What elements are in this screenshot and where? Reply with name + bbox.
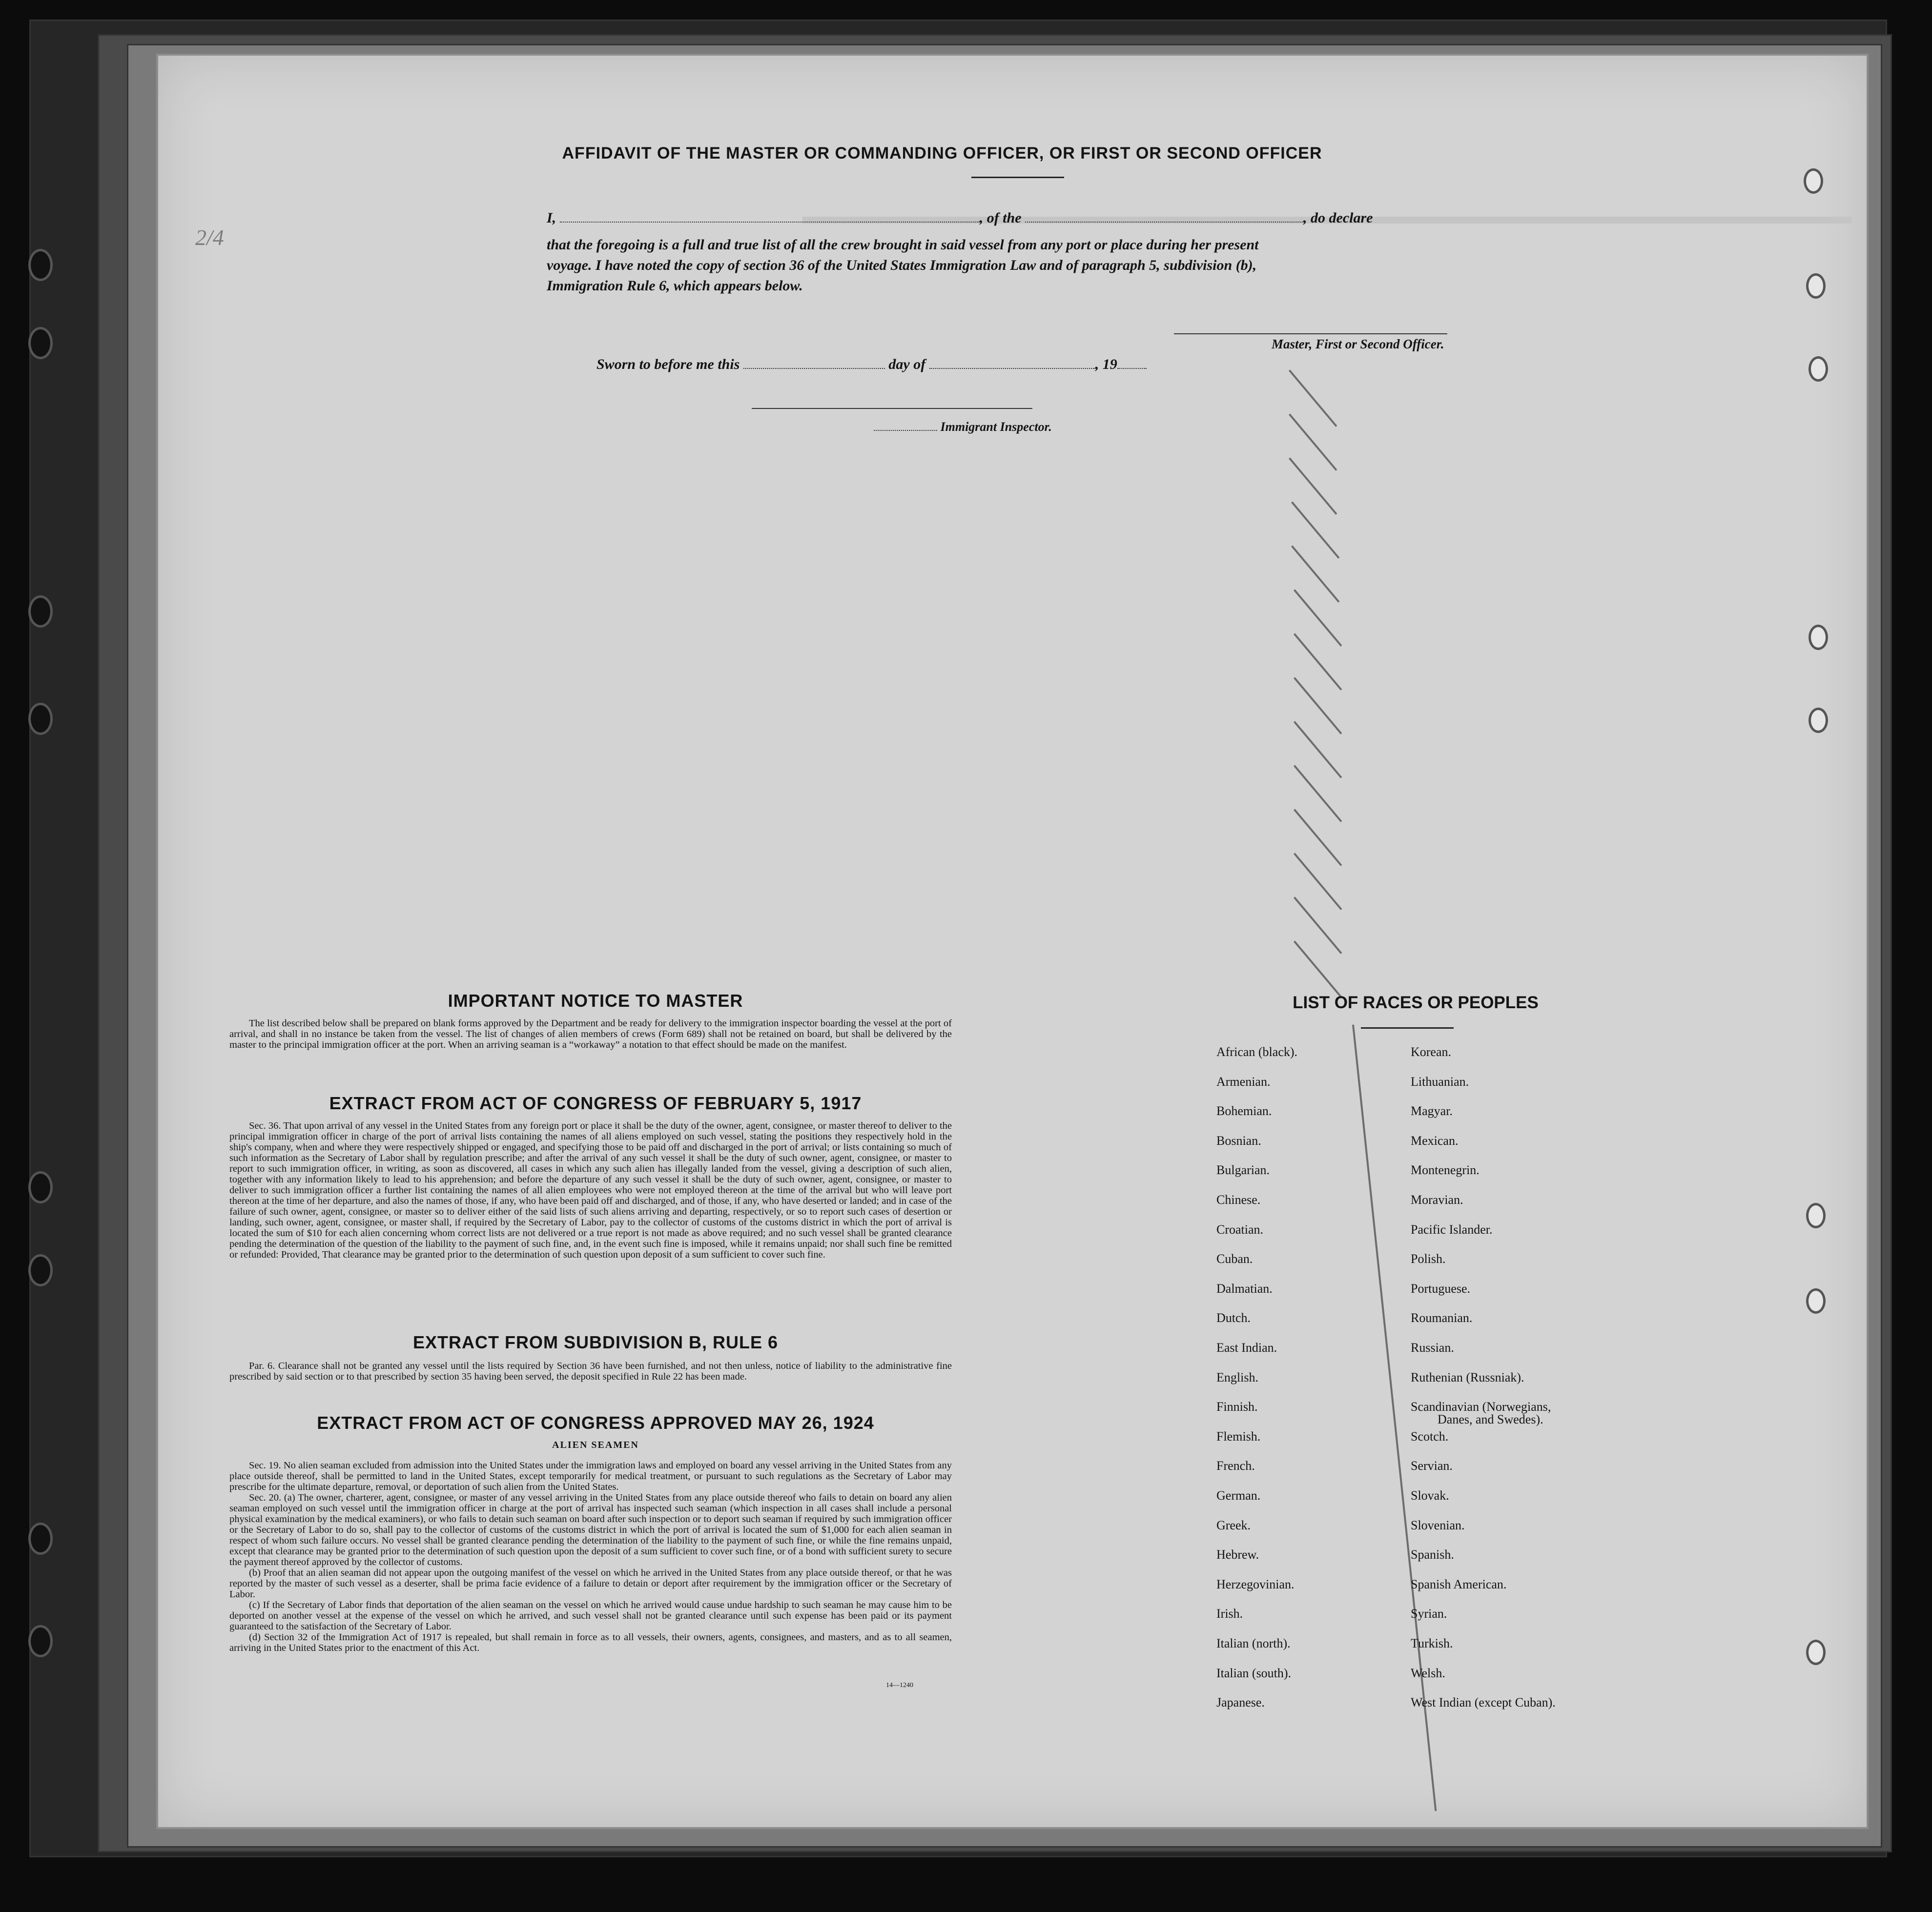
affidavit-line-4: Immigration Rule 6, which appears below. bbox=[547, 278, 803, 294]
notice-title: IMPORTANT NOTICE TO MASTER bbox=[448, 991, 743, 1011]
alien-seamen-subtitle: ALIEN SEAMEN bbox=[552, 1440, 639, 1450]
race-left-14: French. bbox=[1216, 1459, 1255, 1473]
race-right-22: West Indian (except Cuban). bbox=[1411, 1695, 1556, 1710]
sec-20b-paragraph: (b) Proof that an alien seaman did not appear upon the outgoing manifest of the vessel on which he arrived in the United States from any place outside thereof, or that he was reported by the master of such vessel as a deserter, shall be prima facie evidence of a failure to detain or deport after requirement by the immigration officer or the Secretary of Labor. bbox=[229, 1567, 952, 1600]
race-left-1: Armenian. bbox=[1216, 1074, 1271, 1089]
race-right-19: Syrian. bbox=[1411, 1607, 1447, 1621]
punch-hole bbox=[1809, 708, 1828, 733]
race-right-3: Mexican. bbox=[1411, 1133, 1459, 1148]
race-right-12: Scandinavian (Norwegians, bbox=[1411, 1400, 1551, 1414]
margin-note: 2/4 bbox=[195, 225, 224, 250]
inspector-dots bbox=[874, 422, 937, 431]
notice-text bbox=[229, 1018, 952, 1050]
vessel-blank[interactable] bbox=[1025, 210, 1303, 223]
races-title: LIST OF RACES OR PEOPLES bbox=[1293, 993, 1539, 1012]
extract-1924-text bbox=[229, 1460, 952, 1653]
race-right-5: Moravian. bbox=[1411, 1193, 1463, 1207]
race-left-12: Finnish. bbox=[1216, 1400, 1258, 1414]
punch-hole bbox=[1806, 273, 1826, 299]
race-right-13: Scotch. bbox=[1411, 1429, 1449, 1444]
month-blank[interactable] bbox=[929, 356, 1095, 369]
affidavit-of-the: , of the bbox=[979, 210, 1022, 226]
sworn-line bbox=[596, 354, 1280, 375]
race-right-14: Servian. bbox=[1411, 1459, 1453, 1473]
race-left-5: Chinese. bbox=[1216, 1193, 1261, 1207]
race-left-13: Flemish. bbox=[1216, 1429, 1261, 1444]
punch-hole bbox=[1806, 1640, 1826, 1665]
affidavit-line-1 bbox=[547, 207, 1489, 229]
affidavit-line-3: voyage. I have noted the copy of section 36 of the United States Immigration Law and of paragraph 5, subdivision (b), bbox=[547, 257, 1257, 273]
race-left-0: African (black). bbox=[1216, 1045, 1298, 1059]
master-signature-label: Master, First or Second Officer. bbox=[1272, 337, 1444, 351]
race-left-10: East Indian. bbox=[1216, 1341, 1277, 1355]
race-right-10: Russian. bbox=[1411, 1341, 1454, 1355]
sec-20c-paragraph: (c) If the Secretary of Labor finds that deportation of the alien seaman on the vessel on which he arrived would cause undue hardship to such seaman he may cause him to be deported on another vessel at the expense of the vessel on which he arrived, and such vessel shall not be granted clearance until such expense has been paid or its payment guaranteed to the satisfaction of the Secretary of Labor. bbox=[229, 1600, 952, 1632]
binder-hole bbox=[28, 595, 53, 628]
master-signature-line[interactable] bbox=[1174, 333, 1447, 334]
race-left-8: Dalmatian. bbox=[1216, 1281, 1273, 1296]
bleed-through-text bbox=[695, 178, 1867, 199]
extract-1917-text bbox=[229, 1120, 952, 1260]
day-blank[interactable] bbox=[743, 356, 885, 369]
race-right-16: Slovenian. bbox=[1411, 1518, 1465, 1532]
race-right-7: Polish. bbox=[1411, 1252, 1446, 1266]
race-right-0: Korean. bbox=[1411, 1045, 1452, 1059]
binder-hole bbox=[28, 1523, 53, 1555]
race-left-7: Cuban. bbox=[1216, 1252, 1253, 1266]
binder-hole bbox=[28, 249, 53, 281]
punch-hole bbox=[1804, 168, 1823, 194]
affidavit-line-2: that the foregoing is a full and true list of all the crew brought in said vessel from any port or place during her present bbox=[547, 237, 1259, 253]
subdivision-title: EXTRACT FROM SUBDIVISION B, RULE 6 bbox=[412, 1332, 779, 1352]
day-of-label: day of bbox=[888, 356, 926, 372]
affidavit-i: I, bbox=[547, 210, 556, 226]
year-blank[interactable] bbox=[1117, 356, 1147, 369]
sec-20a-paragraph: Sec. 20. (a) The owner, charterer, agent, consignee, or master of any vessel arriving in the United States from any place outside thereof who fails to detain on board any alien seaman employed on such vessel until the immigration officer in charge at the port of arrival has inspected such seaman (which inspection in all cases shall include a personal physical examination by the medical examiners), or who fails to detain such seaman on board after such inspection or to deport such seaman if required by such immigration officer or the Secretary of Labor to do so, shall pay to the collector of customs of the customs district in which the port of arrival is located the sum of $1,000 for each alien seaman in respect of whom such failure occurs. No vessel shall be granted clearance pending the determination of the liability to the payment of such fine, or while the fine remains unpaid, except that clearance may be granted prior to the determination of such question upon the deposit of a sum sufficient to cover such fine, or of a bond with sufficient surety to secure the payment thereof approved by the collector of customs. bbox=[229, 1492, 952, 1567]
notice-paragraph: The list described below shall be prepared on blank forms approved by the Department and be ready for delivery to the immigration inspector boarding the vessel at the port of arrival, and shall in no instance be taken from the vessel. The list of changes of alien members of crews (Form 689) shall not be retained on board, but shall be delivered by the master to the principal immigration officer at the port. When an arriving seaman is a “workaway” a notation to that effect should be made on the manifest. bbox=[229, 1018, 952, 1050]
race-left-4: Bulgarian. bbox=[1216, 1163, 1270, 1178]
punch-hole bbox=[1809, 356, 1828, 382]
race-right-11: Ruthenian (Russniak). bbox=[1411, 1370, 1524, 1384]
sec-19-paragraph: Sec. 19. No alien seaman excluded from admission into the United States under the immigration laws and employed on board any vessel arriving in the United States from any place outside thereof, shall be permitted to land in the United States, except temporarily for medical treatment, or pursuant to such regulations as the Secretary of Labor may prescribe for the ultimate departure, removal, or deportation of such alien from the United States. bbox=[229, 1460, 952, 1492]
race-left-9: Dutch. bbox=[1216, 1311, 1251, 1325]
punch-hole bbox=[1806, 1203, 1826, 1228]
binder-hole bbox=[28, 327, 53, 359]
sec-20d-paragraph: (d) Section 32 of the Immigration Act of 1917 is repealed, but shall remain in force as to all vessels, their owners, agents, consignees, and masters, and as to all seamen, arriving in the United States prior to the enactment of this Act. bbox=[229, 1632, 952, 1653]
form-number: 14—1240 bbox=[886, 1682, 913, 1689]
race-right-17: Spanish. bbox=[1411, 1547, 1454, 1562]
extract-1924-title: EXTRACT FROM ACT OF CONGRESS APPROVED MAY 26, 1924 bbox=[317, 1413, 874, 1433]
race-right-8: Portuguese. bbox=[1411, 1281, 1471, 1296]
binder-hole bbox=[28, 1254, 53, 1286]
race-right-4: Montenegrin. bbox=[1411, 1163, 1480, 1178]
race-right-20: Turkish. bbox=[1411, 1636, 1453, 1650]
affidavit-title: AFFIDAVIT OF THE MASTER OR COMMANDING OFFICER, OR FIRST OR SECOND OFFICER bbox=[562, 144, 1322, 163]
section-36-paragraph: Sec. 36. That upon arrival of any vessel in the United States from any foreign port or place it shall be the duty of the owner, agent, consignee, or master thereof to deliver to the principal immigration officer in charge of the port of arrival lists containing the names of all aliens employed on such vessel, stating the positions they respectively hold in the ship's company, when and where they were respectively shipped or engaged, and specifying those to be paid off and discharged in the port of arrival; or lists containing so much of such information as the Secretary of Labor shall by regulation prescribe; and after the arrival of any such vessel it shall be the duty of such owner, agent, consignee, or master to report to such immigration officer, in writing, as soon as discovered, all cases in which any such alien has illegally landed from the vessel, giving a description of such alien, together with any information likely to lead to his apprehension; and before the departure of any such vessel it shall be the duty of such owner, agent, consignee, or master to deliver to such immigration officer a further list containing the names of all alien employees who were not employed thereon at the time of the arrival but who will leave port thereon at the time of her departure, and also the names of those, if any, who have been paid off and discharged, and of those, if any, who have deserted or landed; and in case of the failure of such owner, agent, consignee, or master so to deliver either of the said lists of such aliens arriving and departing, respectively, or so to report such cases of desertion or landing, such owner, agent, consignee, or master shall, if required by the Secretary of Labor, pay to the collector of customs of the customs district in which the port of arrival is located the sum of $10 for each alien concerning whom correct lists are not delivered or a true report is not made as above required; and no such vessel shall be granted clearance pending the determination of the question of the liability to the payment of such fine, and, in the event such fine is imposed, while it remains unpaid; nor shall such fine be remitted or refunded: Provided, That clearance may be granted prior to the determination of such question upon deposit of a sum sufficient to cover such fine. bbox=[229, 1120, 952, 1260]
race-left-2: Bohemian. bbox=[1216, 1104, 1272, 1119]
race-right-18: Spanish American. bbox=[1411, 1577, 1507, 1591]
par-6-paragraph: Par. 6. Clearance shall not be granted any vessel until the lists required by Section 36 have been furnished, and not then unless, notice of liability to the administrative fine prescribed by said section or to that prescribed by section 35 having been served, the deposit specified in Rule 22 has been made. bbox=[229, 1361, 952, 1382]
races-rule bbox=[1361, 1027, 1454, 1029]
binder-hole bbox=[28, 703, 53, 735]
race-left-15: German. bbox=[1216, 1488, 1261, 1503]
race-left-6: Croatian. bbox=[1216, 1222, 1264, 1237]
punch-hole bbox=[1809, 625, 1828, 650]
inspector-label: Immigrant Inspector. bbox=[940, 420, 1052, 434]
race-left-21: Italian (south). bbox=[1216, 1666, 1292, 1680]
subdivision-text bbox=[229, 1361, 952, 1382]
race-left-17: Hebrew. bbox=[1216, 1547, 1259, 1562]
binder-hole bbox=[28, 1625, 53, 1657]
race-left-16: Greek. bbox=[1216, 1518, 1251, 1532]
year-label: , 19 bbox=[1095, 356, 1117, 372]
race-right-6: Pacific Islander. bbox=[1411, 1222, 1493, 1237]
extract-1917-title: EXTRACT FROM ACT OF CONGRESS OF FEBRUARY 5, 1917 bbox=[329, 1093, 862, 1113]
race-left-22: Japanese. bbox=[1216, 1695, 1265, 1710]
race-left-11: English. bbox=[1216, 1370, 1258, 1384]
name-blank[interactable] bbox=[560, 210, 980, 223]
race-left-19: Irish. bbox=[1216, 1607, 1243, 1621]
race-right-21: Welsh. bbox=[1411, 1666, 1445, 1680]
race-right-15: Slovak. bbox=[1411, 1488, 1449, 1503]
inspector-signature-line[interactable] bbox=[752, 408, 1032, 409]
sworn-label: Sworn to before me this bbox=[596, 356, 740, 372]
punch-hole bbox=[1806, 1288, 1826, 1314]
race-scandinavian-continued: Danes, and Swedes). bbox=[1438, 1412, 1543, 1427]
race-right-1: Lithuanian. bbox=[1411, 1074, 1469, 1089]
race-right-2: Magyar. bbox=[1411, 1104, 1453, 1119]
race-right-9: Roumanian. bbox=[1411, 1311, 1473, 1325]
title-rule bbox=[971, 177, 1064, 178]
race-left-20: Italian (north). bbox=[1216, 1636, 1291, 1650]
inspector-line bbox=[874, 420, 1052, 434]
binder-hole bbox=[28, 1171, 53, 1203]
race-left-3: Bosnian. bbox=[1216, 1133, 1261, 1148]
race-left-18: Herzegovinian. bbox=[1216, 1577, 1295, 1591]
affidavit-declare: , do declare bbox=[1303, 210, 1373, 226]
